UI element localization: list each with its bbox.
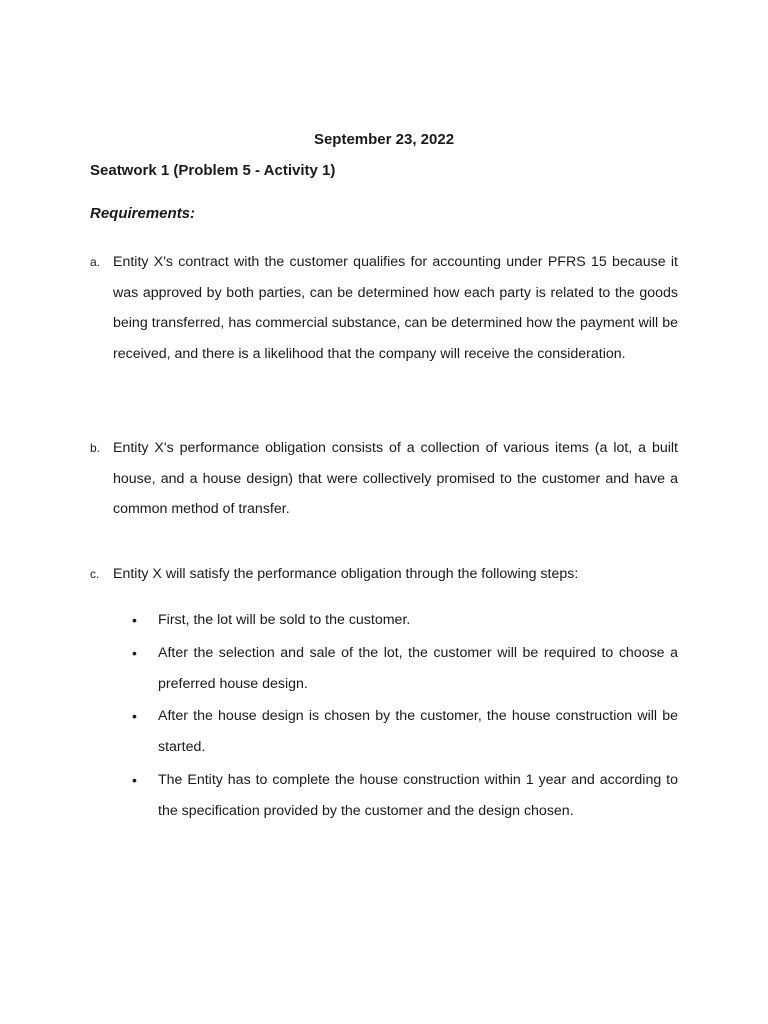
item-marker: a.: [90, 255, 101, 269]
bullet-item: [132, 638, 678, 700]
item-text: Entity X will satisfy the performance obligation through the following steps:: [113, 566, 579, 582]
bullet-text: First, the lot will be sold to the customer.: [158, 612, 411, 628]
bullet-icon: •: [132, 771, 137, 788]
bullet-text: After the selection and sale of the lot, the customer will be required to choose a preferred house design.: [158, 644, 678, 692]
requirement-item-a: [90, 247, 678, 370]
item-marker: c.: [90, 567, 100, 581]
bullet-icon: •: [132, 612, 137, 628]
item-marker: b.: [90, 441, 101, 455]
steps-bullet-list: [132, 605, 678, 829]
bullet-icon: •: [132, 708, 137, 725]
requirements-heading: Requirements:: [90, 205, 196, 222]
bullet-text: The Entity has to complete the house construction within 1 year and according to the specification provided by the customer and the design chosen.: [158, 771, 678, 819]
requirement-item-c: [90, 559, 678, 590]
bullet-item: [132, 605, 678, 636]
bullet-item: [132, 765, 678, 827]
document-title: Seatwork 1 (Problem 5 - Activity 1): [90, 162, 336, 179]
item-text: Entity X's performance obligation consists of a collection of various items (a lot, a built house, and a house design) that were collectively promised to the customer and have a common method of transfer.: [113, 440, 678, 518]
bullet-icon: •: [132, 644, 137, 661]
item-text: Entity X's contract with the customer qualifies for accounting under PFRS 15 because it was approved by both parties, can be determined how each party is related to the goods being transferred, has commercial substance, can be determined how the payment will be received, and there is a likelihood that the company will receive the consideration.: [113, 254, 678, 363]
bullet-item: [132, 701, 678, 763]
bullet-text: After the house design is chosen by the customer, the house construction will be started.: [158, 708, 678, 756]
requirement-item-b: [90, 433, 678, 525]
document-date: September 23, 2022: [313, 131, 455, 148]
